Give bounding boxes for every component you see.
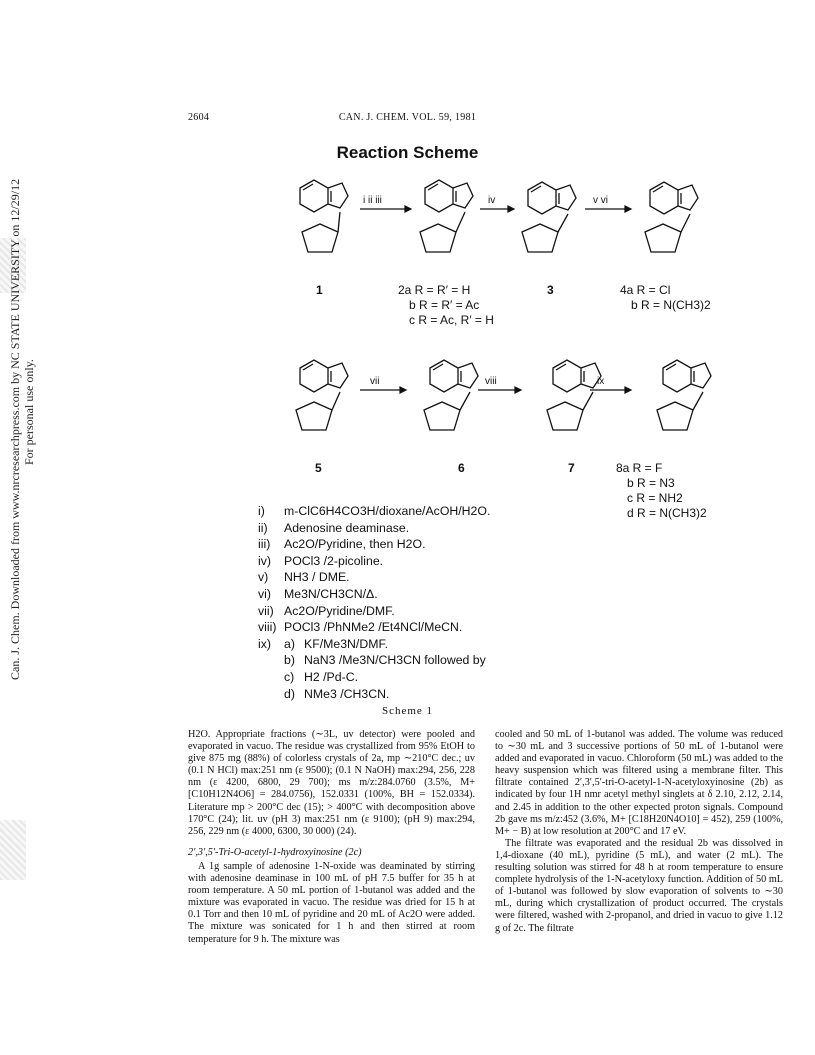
- compound-label-8d: d R = N(CH3)2: [627, 506, 707, 520]
- condition-row: d) NMe3 /CH3CN.: [284, 686, 390, 701]
- compound-label-8a: 8a R = F: [616, 461, 663, 475]
- compound-6-structure: [424, 360, 478, 430]
- compound-label-1: 1: [316, 283, 323, 297]
- right-column: [495, 729, 783, 935]
- compound-label-8b: b R = N3: [627, 476, 675, 490]
- compound-label-2c: c R = Ac, R′ = H: [409, 313, 494, 327]
- page-number: 2604: [188, 112, 210, 123]
- compound-label-6: 6: [458, 461, 465, 475]
- compound-label-4a: 4a R = Cl: [620, 283, 671, 297]
- compound-label-7: 7: [568, 461, 575, 475]
- compound-8-structure: [657, 360, 711, 430]
- compound-5-structure: [296, 360, 348, 430]
- arrow-label-2: iv: [488, 195, 496, 206]
- compound-1-structure: [300, 180, 348, 252]
- left-column: [188, 729, 475, 946]
- compound-label-2a: 2a R = R′ = H: [398, 283, 471, 297]
- condition-row: ii) Adenosine deaminase.: [258, 520, 410, 535]
- reaction-scheme-structures: [0, 160, 815, 540]
- condition-row: iii) Ac2O/Pyridine, then H2O.: [258, 537, 426, 552]
- paragraph: A 1g sample of adenosine 1-N-oxide was deaminated by stirring with adenosine deaminase in 100 mL of pH 7.5 buffer for 35 h at room temperature. A 50 mL portion of 1-butanol was added and the mixture was evaporated in vacuo. The residue was dried for 15 h at 0.1 Torr and then 10 mL of pyridine and 20 mL of Ac2O were added. The mixture was sonicated for 1 h and then stirred at room temperature for 9 h. The mixture was: [188, 860, 475, 945]
- compound-2-structure: [420, 180, 473, 252]
- compound-label-3: 3: [547, 283, 554, 297]
- scheme-caption: Scheme 1: [381, 705, 434, 717]
- section-heading: 2′,3′,5′-Tri-O-acetyl-1-hydroxyinosine (2c): [188, 846, 362, 858]
- download-notice-line2: For personal use only.: [22, 359, 36, 465]
- condition-row: i) m-ClC6H4CO3H/dioxane/AcOH/H2O.: [258, 504, 491, 518]
- compound-label-4b: b R = N(CH3)2: [631, 298, 711, 312]
- scheme-title: Reaction Scheme: [336, 143, 479, 162]
- condition-row: b) NaN3 /Me3N/CH3CN followed by: [284, 653, 486, 668]
- condition-row: iv) POCl3 /2-picoline.: [258, 553, 384, 568]
- condition-row: ix) a) KF/Me3N/DMF.: [258, 636, 389, 651]
- scan-artifact: [0, 820, 26, 880]
- condition-row: vi) Me3N/CH3CN/Δ.: [258, 586, 378, 601]
- condition-row: viii) POCl3 /PhNMe2 /Et4NCl/MeCN.: [258, 620, 463, 635]
- running-header: CAN. J. CHEM. VOL. 59, 1981: [338, 112, 477, 123]
- paragraph: H2O. Appropriate fractions (∼3L, uv detector) were pooled and evaporated in vacuo. The residue was crystallized from 95% EtOH to give 875 mg (88%) of colorless crystals of 2a, mp ∼210°C dec.; uv (0.1 N HCl) max:251 nm (ε 9500); (0.1 N NaOH) max:294, 256, 228 nm (ε 4200, 6800, 29 700); ms m/z:284.0760 (3.5%, M+ [C10H12N4O6] = 284.0756), 152.0331 (100%, BH = 152.0334). Literature mp > 200°C dec (15); > 400°C with decomposition above 170°C (24); lit. uv (pH 3) max:251 nm (ε 9100); (pH 9) max:294, 256, 229 nm (ε 4000, 6300, 30 000) (24).: [188, 729, 475, 837]
- reaction-conditions: [258, 503, 490, 702]
- condition-row: v) NH3 / DME.: [258, 570, 350, 585]
- paragraph: cooled and 50 mL of 1-butanol was added. The volume was reduced to ∼30 mL and 3 successive portions of 50 mL of 1-butanol were added and evaporated in vacuo. Chloroform (50 mL) was added to the heavy suspension which was filtered using a membrane filter. This filtrate contained 2′,3′,5′-tri-O-acetyl-1-N-acetyloxyinosine (2b) as indicated by four 1H nmr acetyl methyl singlets at δ 2.10, 2.12, 2.14, and 2.45 in addition to the other expected proton signals. Compound 2b gave ms m/z:452 (3.6%, M+ [C18H20N4O10] = 452), 259 (100%, M+ − B) at low resolution at 200°C and 17 eV.: [495, 729, 783, 837]
- arrow-label-3: v vi: [593, 195, 608, 206]
- arrow-label-1: i ii iii: [363, 195, 382, 206]
- compound-4-structure: [645, 182, 698, 252]
- compound-label-5: 5: [315, 461, 322, 475]
- compound-7-structure: [547, 360, 601, 430]
- condition-row: c) H2 /Pd-C.: [284, 669, 358, 684]
- compound-label-2b: b R = R′ = Ac: [409, 298, 480, 312]
- arrow-label-4: vii: [370, 376, 380, 387]
- paragraph: The filtrate was evaporated and the residual 2b was dissolved in 1,4-dioxane (40 mL), pyridine (5 mL), and water (2 mL). The resulting solution was stirred for 48 h at room temperature to ensure complete hydrolysis of the 1-N-acetyloxy function. Addition of 50 mL of 1-butanol was followed by slow evaporation of solvents to ∼30 mL, during which crystallization of product occurred. The crystals were filtered, washed with 2-propanol, and dried in vacuo to give 1.12 g of 2c. The filtrate: [495, 837, 783, 934]
- download-notice-line1: Can. J. Chem. Downloaded from www.nrcresearchpress.com by NC STATE UNIVERSITY on 12/29/12: [8, 178, 22, 680]
- arrow-label-6: ix: [597, 376, 605, 387]
- compound-label-8c: c R = NH2: [627, 491, 683, 505]
- condition-row: vii) Ac2O/Pyridine/DMF.: [258, 603, 395, 618]
- arrow-label-5: viii: [485, 376, 497, 387]
- compound-3-structure: [522, 182, 576, 252]
